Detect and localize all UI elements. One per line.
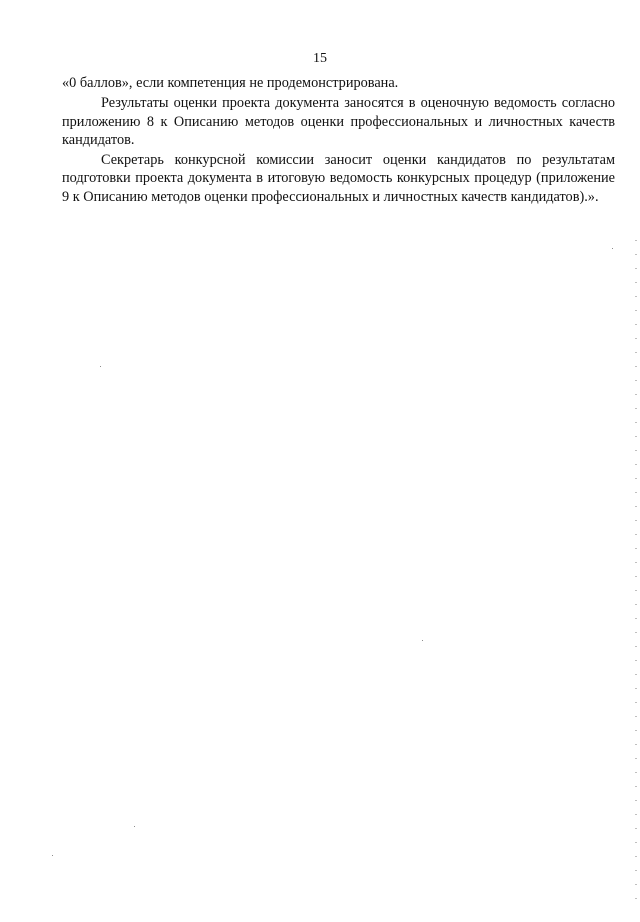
scan-speck <box>134 826 135 827</box>
scan-edge-artifact <box>635 240 637 900</box>
paragraph-results: Результаты оценки проекта документа заносятся в оценочную ведомость согласно приложению 8 к Описанию методов оценки профессиональных и личностных качеств кандидатов. <box>62 95 615 148</box>
document-body <box>62 74 615 206</box>
page-number: 15 <box>313 51 327 66</box>
scan-speck <box>52 855 53 856</box>
paragraph-secretary: Секретарь конкурсной комиссии заносит оценки кандидатов по результатам подготовки проекта документа в итоговую ведомость конкурсных процедур (приложение 9 к Описанию методов оценки профессиональных и личностных качеств кандидатов).». <box>62 152 615 205</box>
paragraph-continuation: «0 баллов», если компетенция не продемонстрирована. <box>62 75 399 91</box>
scan-speck <box>100 366 101 367</box>
scan-speck <box>612 248 613 249</box>
scan-speck <box>422 640 423 641</box>
